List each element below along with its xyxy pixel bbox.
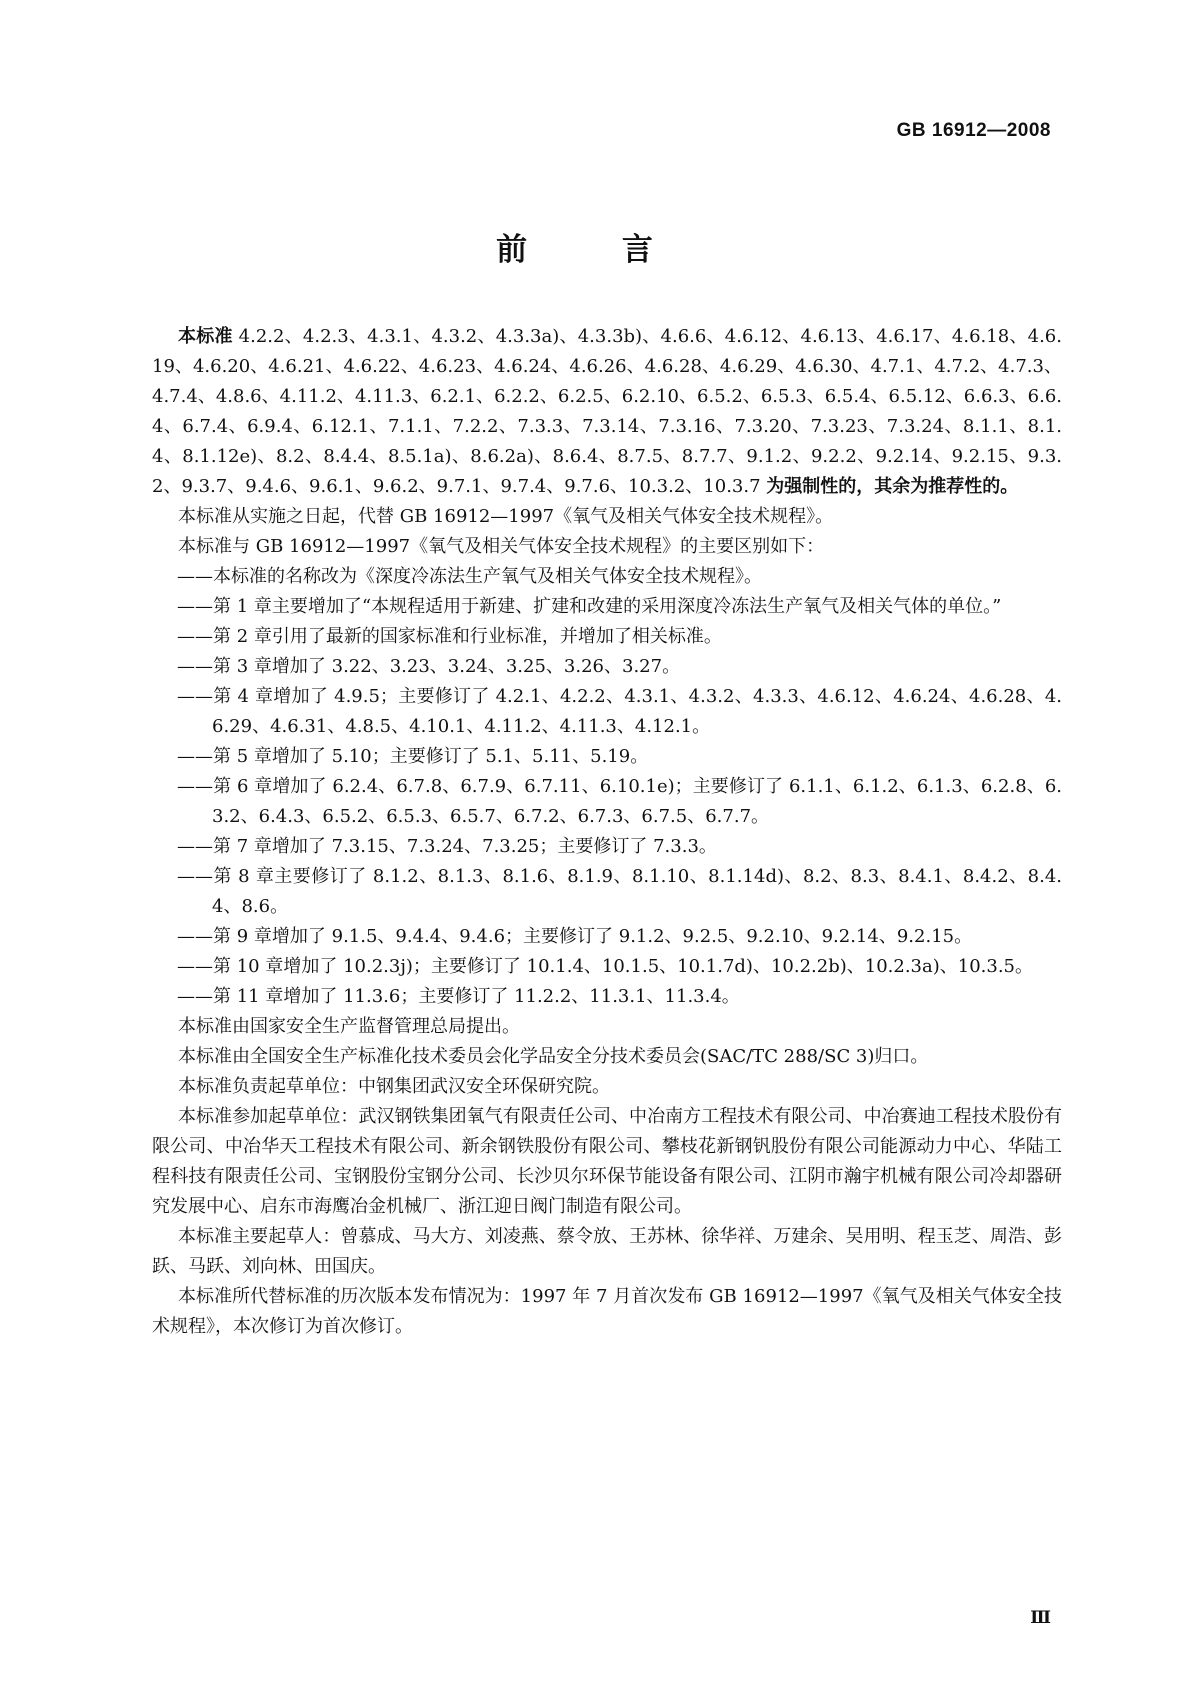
paragraph: 本标准所代替标准的历次版本发布情况为：1997 年 7 月首次发布 GB 16912—1997《氧气及相关气体安全技术规程》，本次修订为首次修订。 xyxy=(152,1286,1062,1337)
change-item: ——第 11 章增加了 11.3.6；主要修订了 11.2.2、11.3.1、11.3.4。 xyxy=(177,986,740,1007)
mandatory-items: 4.2.2、4.2.3、4.3.1、4.3.2、4.3.3a)、4.3.3b)、4.6.6、4.6.12、4.6.13、4.6.17、4.6.18、4.6.19、4.6.20、4.6.21、4.6.22、4.6.23、4.6.24、4.6.26、4.6.28、4.6.29、4.6.30、4.7.1、4.7.2、4.7.3、4.7.4、4.8.6、4.11.2、4.11.3、6.2.1、6.2.2、6.2.5、6.2.10、6.5.2、6.5.3、6.5.4、6.5.12、6.6.3、6.6.4、6.7.4、6.9.4、6.12.1、7.1.1、7.2.2、7.3.3、7.3.14、7.3.16、7.3.20、7.3.23、7.3.24、8.1.1、8.1.4、8.1.12e)、8.2、8.4.4、8.5.1a)、8.6.2a)、8.6.4、8.7.5、8.7.7、9.1.2、9.2.2、9.2.14、9.2.15、9.3.2、9.3.7、9.4.6、9.6.1、9.6.2、9.7.1、9.7.4、9.7.6、10.3.2、10.3.7 xyxy=(152,326,1062,497)
paragraph: 本标准与 GB 16912—1997《氧气及相关气体安全技术规程》的主要区别如下： xyxy=(178,536,825,557)
page-title: 前 言 xyxy=(496,232,695,268)
paragraph: 本标准从实施之日起，代替 GB 16912—1997《氧气及相关气体安全技术规程》。 xyxy=(178,506,834,527)
change-item: ——第 6 章增加了 6.2.4、6.7.8、6.7.9、6.7.11、6.10.1e)；主要修订了 6.1.1、6.1.2、6.1.3、6.2.8、6.3.2、6.4.3、6.5.2、6.5.3、6.5.7、6.7.2、6.7.3、6.7.5、6.7.7。 xyxy=(177,776,1062,827)
change-item: ——第 7 章增加了 7.3.15、7.3.24、7.3.25；主要修订了 7.3.3。 xyxy=(177,836,717,857)
change-item: ——第 9 章增加了 9.1.5、9.4.4、9.4.6；主要修订了 9.1.2、9.2.5、9.2.10、9.2.14、9.2.15。 xyxy=(177,926,973,947)
mandatory-lead: 本标准 xyxy=(178,326,233,347)
page-number: Ⅲ xyxy=(1030,1608,1051,1628)
paragraph: 本标准由全国安全生产标准化技术委员会化学品安全分技术委员会(SAC/TC 288/SC 3)归口。 xyxy=(178,1046,929,1067)
change-item: ——第 4 章增加了 4.9.5；主要修订了 4.2.1、4.2.2、4.3.1、4.3.2、4.3.3、4.6.12、4.6.24、4.6.28、4.6.29、4.6.31、4.8.5、4.10.1、4.11.2、4.11.3、4.12.1。 xyxy=(177,686,1062,737)
change-item: ——第 5 章增加了 5.10；主要修订了 5.1、5.11、5.19。 xyxy=(177,746,649,767)
change-item: ——第 10 章增加了 10.2.3j)；主要修订了 10.1.4、10.1.5、10.1.7d)、10.2.2b)、10.2.3a)、10.3.5。 xyxy=(177,956,1034,977)
change-item: ——第 3 章增加了 3.22、3.23、3.24、3.25、3.26、3.27。 xyxy=(177,656,681,677)
foreword-body xyxy=(152,322,1062,1342)
change-item: ——第 8 章主要修订了 8.1.2、8.1.3、8.1.6、8.1.9、8.1.10、8.1.14d)、8.2、8.3、8.4.1、8.4.2、8.4.4、8.6。 xyxy=(177,866,1063,917)
change-item: ——本标准的名称改为《深度冷冻法生产氧气及相关气体安全技术规程》。 xyxy=(177,566,762,587)
paragraph: 本标准负责起草单位：中钢集团武汉安全环保研究院。 xyxy=(178,1076,610,1097)
mandatory-tail: 为强制性的，其余为推荐性的。 xyxy=(766,476,1019,497)
change-item: ——第 2 章引用了最新的国家标准和行业标准，并增加了相关标准。 xyxy=(177,626,722,647)
change-item: ——第 1 章主要增加了“本规程适用于新建、扩建和改建的采用深度冷冻法生产氧气及相关气体的单位。” xyxy=(177,596,1002,617)
standard-code: GB 16912—2008 xyxy=(896,120,1051,141)
paragraph: 本标准主要起草人：曾慕成、马大方、刘凌燕、蔡令放、王苏林、徐华祥、万建余、吴用明、程玉芝、周浩、彭跃、马跃、刘向林、田国庆。 xyxy=(152,1226,1062,1277)
mandatory-clauses-paragraph xyxy=(152,322,1062,502)
paragraph: 本标准由国家安全生产监督管理总局提出。 xyxy=(178,1016,520,1037)
paragraph: 本标准参加起草单位：武汉钢铁集团氧气有限责任公司、中冶南方工程技术有限公司、中冶赛迪工程技术股份有限公司、中冶华天工程技术有限公司、新余钢铁股份有限公司、攀枝花新钢钒股份有限公司能源动力中心、华陆工程科技有限责任公司、宝钢股份宝钢分公司、长沙贝尔环保节能设备有限公司、江阴市瀚宇机械有限公司冷却器研究发展中心、启东市海鹰冶金机械厂、浙江迎日阀门制造有限公司。 xyxy=(152,1106,1062,1217)
